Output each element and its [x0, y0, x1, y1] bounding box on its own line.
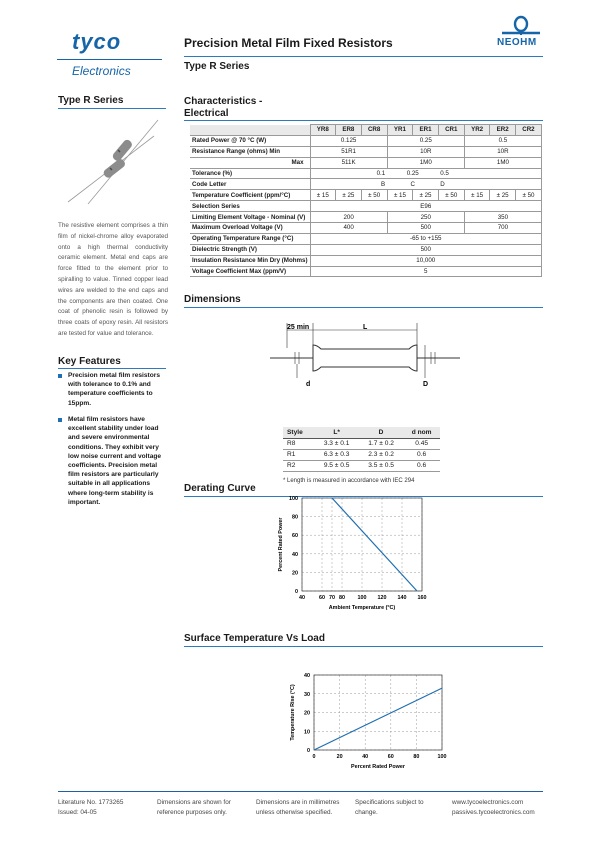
series-line — [332, 498, 417, 591]
x-tick-label: 60 — [319, 595, 325, 601]
row-label: Selection Series — [190, 201, 310, 212]
dim-cell: 0.6 — [403, 449, 440, 460]
col-yr1: YR1 — [387, 125, 413, 136]
col-yr2: YR2 — [464, 125, 490, 136]
cell: ± 15 — [387, 190, 413, 201]
length-label: L — [363, 324, 368, 331]
dim-header-cell: D — [359, 427, 403, 438]
dim-cell: 6.3 ± 0.3 — [314, 449, 358, 460]
cell: 250 — [387, 212, 464, 223]
x-tick-label: 160 — [417, 595, 427, 601]
col-er8: ER8 — [336, 125, 362, 136]
cell: 0.25 — [387, 135, 464, 146]
table-row — [190, 255, 542, 266]
row-label: Code Letter — [190, 179, 310, 190]
footer-mm-line1: Dimensions are in millimetres — [256, 799, 340, 806]
row-label: Max — [190, 157, 310, 168]
table-row — [190, 266, 542, 277]
cell: 1M0 — [387, 157, 464, 168]
y-tick-label: 20 — [292, 570, 298, 577]
dimensions-title: Dimensions — [184, 294, 241, 305]
cell: ± 25 — [413, 190, 439, 201]
table-row — [190, 201, 542, 212]
brand-sub: Electronics — [72, 64, 131, 78]
cell: 500 — [310, 244, 541, 255]
dim-header-row — [283, 427, 440, 438]
cell: ± 15 — [464, 190, 490, 201]
cell: 5 — [310, 266, 541, 277]
table-row — [190, 233, 542, 244]
characteristics-title-line2: Electrical — [184, 108, 229, 119]
surface-title: Surface Temperature Vs Load — [184, 633, 325, 644]
cell: 350 — [464, 212, 541, 223]
surface-chart — [280, 665, 455, 780]
table-row — [190, 135, 542, 146]
col-cr1: CR1 — [438, 125, 464, 136]
cell: 1M0 — [464, 157, 541, 168]
cell: 400 — [310, 223, 387, 234]
row-label: Temperature Coefficient (ppm/°C) — [190, 190, 310, 201]
y-tick-label: 0 — [295, 589, 298, 595]
cell: 200 — [310, 212, 387, 223]
y-tick-label: 80 — [292, 514, 298, 521]
cell: 511K — [310, 157, 387, 168]
cell: E96 — [310, 201, 541, 212]
table-row — [190, 190, 542, 201]
x-tick-label: 40 — [362, 754, 369, 760]
table-row — [190, 244, 542, 255]
feature-text-2: Metal film resistors have excellent stability under load and severe environmental conditions. They exhibit very low noise current and voltage coefficients. Precision metal film resistors are particularly suitable in all applications where long-term stability is important. — [68, 416, 162, 506]
table-row — [190, 157, 542, 168]
x-axis-label: Percent Rated Power — [351, 764, 405, 770]
footer-web — [452, 798, 535, 817]
table-row — [190, 179, 542, 190]
dim-header-cell: L* — [314, 427, 358, 438]
table-row — [283, 449, 440, 460]
x-tick-label: 60 — [387, 754, 394, 760]
col-cr8: CR8 — [361, 125, 387, 136]
cell: ± 50 — [515, 190, 541, 201]
series-title: Type R Series — [184, 61, 250, 72]
dim-cell: 0.45 — [403, 438, 440, 449]
table-row — [190, 212, 542, 223]
cell: ± 50 — [438, 190, 464, 201]
dim-cell: 1.7 ± 0.2 — [359, 438, 403, 449]
dim-cell: R2 — [283, 460, 314, 471]
row-label: Voltage Coefficient Max (ppm/V) — [190, 266, 310, 277]
row-label: Resistance Range (ohms) Min — [190, 146, 310, 157]
y-tick-label: 20 — [304, 710, 310, 717]
x-tick-label: 70 — [329, 595, 335, 601]
x-tick-label: 100 — [357, 595, 367, 601]
dim-cell: 9.5 ± 0.5 — [314, 460, 358, 471]
feature-text-1: Precision metal film resistors with tolerance to 0.1% and temperature coefficients to 15ppm. — [68, 372, 160, 407]
cell: 51R1 — [310, 146, 387, 157]
dim-cell: R8 — [283, 438, 314, 449]
y-tick-label: 40 — [304, 673, 310, 679]
x-tick-label: 0 — [312, 754, 316, 760]
dim-cell: 0.6 — [403, 460, 440, 471]
web-link-main[interactable]: www.tycoelectronics.com — [452, 799, 524, 806]
cell: C — [387, 179, 438, 190]
footer-dims-line2: reference purposes only. — [157, 808, 227, 816]
table-row — [283, 438, 440, 449]
footer-spec — [355, 798, 424, 817]
cell: 500 — [387, 223, 464, 234]
dim-header-cell: d nom — [403, 427, 440, 438]
brand-name: tyco — [72, 29, 122, 54]
cell: 10,000 — [310, 255, 541, 266]
row-label: Insulation Resistance Min Dry (Mohms) — [190, 255, 310, 266]
y-axis-label: Temperature Rise (°C) — [290, 684, 296, 741]
table-row — [190, 146, 542, 157]
table-row — [283, 460, 440, 471]
cell: 0.125 — [310, 135, 387, 146]
x-tick-label: 100 — [437, 754, 447, 760]
row-label: Maximum Overload Voltage (V) — [190, 223, 310, 234]
sidebar-series-heading: Type R Series — [58, 95, 124, 106]
series-line — [314, 688, 442, 750]
x-tick-label: 20 — [336, 754, 343, 760]
y-tick-label: 100 — [289, 496, 298, 502]
lead-min-label: 25 min — [287, 324, 310, 331]
feature-item-1 — [58, 371, 170, 408]
col-cr2: CR2 — [515, 125, 541, 136]
cell: 0.25 — [387, 168, 438, 179]
y-axis-label: Percent Rated Power — [278, 517, 284, 572]
row-label: Limiting Element Voltage - Nominal (V) — [190, 212, 310, 223]
dim-cell: 2.3 ± 0.2 — [359, 449, 403, 460]
cell: 0.5 — [464, 135, 541, 146]
x-tick-label: 40 — [299, 595, 305, 601]
x-tick-label: 80 — [413, 754, 420, 760]
y-tick-label: 10 — [304, 729, 310, 736]
cell: 0.5 — [438, 168, 541, 179]
dim-cell: 3.3 ± 0.1 — [314, 438, 358, 449]
web-link-passives[interactable]: passives.tycoelectronics.com — [452, 808, 535, 816]
footer-dimensions — [157, 798, 231, 817]
y-tick-label: 40 — [292, 551, 298, 558]
dimension-drawing — [265, 318, 465, 406]
col-yr8: YR8 — [310, 125, 336, 136]
neohm-text: NEOHM — [497, 37, 537, 48]
x-tick-label: 80 — [339, 595, 345, 601]
row-label: Rated Power @ 70 °C (W) — [190, 135, 310, 146]
issued-date: Issued: 04-05 — [58, 808, 97, 816]
tyco-logo — [72, 30, 162, 78]
x-tick-label: 140 — [397, 595, 407, 601]
table-row — [190, 168, 542, 179]
sidebar-description: The resistive element comprises a thin film of nickel-chrome alloy evaporated onto a high thermal conductivity ceramic element. Metal end caps are force fitted to the element prior to spiralling to value. Tinned copper lead wires are welded to the end caps and the components are then coated. One coat of phenolic resin is followed by three coats of epoxy resin. All resistors are tested for value and tolerance. — [58, 222, 168, 337]
cell: 10R — [464, 146, 541, 157]
footer-mm-line2: unless otherwise specified. — [256, 808, 333, 816]
dimensions-note: * Length is measured in accordance with IEC 294 — [283, 478, 415, 484]
col-er2: ER2 — [490, 125, 516, 136]
footer-spec-line2: change. — [355, 808, 378, 816]
cell: 700 — [464, 223, 541, 234]
dim-header-cell: Style — [283, 427, 314, 438]
col-er1: ER1 — [413, 125, 439, 136]
cell: ± 50 — [361, 190, 387, 201]
characteristics-table — [190, 124, 542, 277]
cell: 10R — [387, 146, 464, 157]
dimensions-table — [283, 427, 440, 472]
bullet-icon — [58, 374, 62, 378]
y-tick-label: 0 — [307, 748, 310, 754]
cell: ± 25 — [490, 190, 516, 201]
dim-cell: R1 — [283, 449, 314, 460]
feature-item-2 — [58, 415, 170, 507]
cell: -65 to +155 — [310, 233, 541, 244]
footer-literature — [58, 798, 123, 817]
x-tick-label: 120 — [377, 595, 387, 601]
cell: ± 25 — [336, 190, 362, 201]
x-axis-label: Ambient Temperature (°C) — [328, 605, 396, 611]
cell: B — [310, 179, 387, 190]
footer-dims-line1: Dimensions are shown for — [157, 799, 231, 806]
derating-chart — [270, 490, 440, 615]
derating-title: Derating Curve — [184, 483, 256, 494]
features-heading: Key Features — [58, 356, 121, 367]
neohm-logo — [496, 14, 546, 50]
literature-number: Literature No. 1773265 — [58, 799, 124, 806]
cell: ± 15 — [310, 190, 336, 201]
characteristics-title-line1: Characteristics - — [184, 96, 263, 107]
row-label: Operating Temperature Range (°C) — [190, 233, 310, 244]
y-tick-label: 30 — [304, 691, 310, 698]
cell: 0.1 — [310, 168, 387, 179]
footer-spec-line1: Specifications subject to — [355, 799, 424, 806]
cell: D — [438, 179, 541, 190]
footer-mm — [256, 798, 339, 817]
y-tick-label: 60 — [292, 533, 298, 540]
bullet-icon — [58, 418, 62, 422]
resistor-image — [58, 114, 166, 210]
lead-dia-label: d — [306, 381, 311, 388]
row-label: Dielectric Strength (V) — [190, 244, 310, 255]
body-dia-label: D — [423, 381, 429, 388]
dim-cell: 3.5 ± 0.5 — [359, 460, 403, 471]
characteristics-title — [184, 96, 262, 120]
page-title: Precision Metal Film Fixed Resistors — [184, 36, 393, 50]
table-row — [190, 223, 542, 234]
row-label: Tolerance (%) — [190, 168, 310, 179]
table-header-row — [190, 125, 542, 136]
